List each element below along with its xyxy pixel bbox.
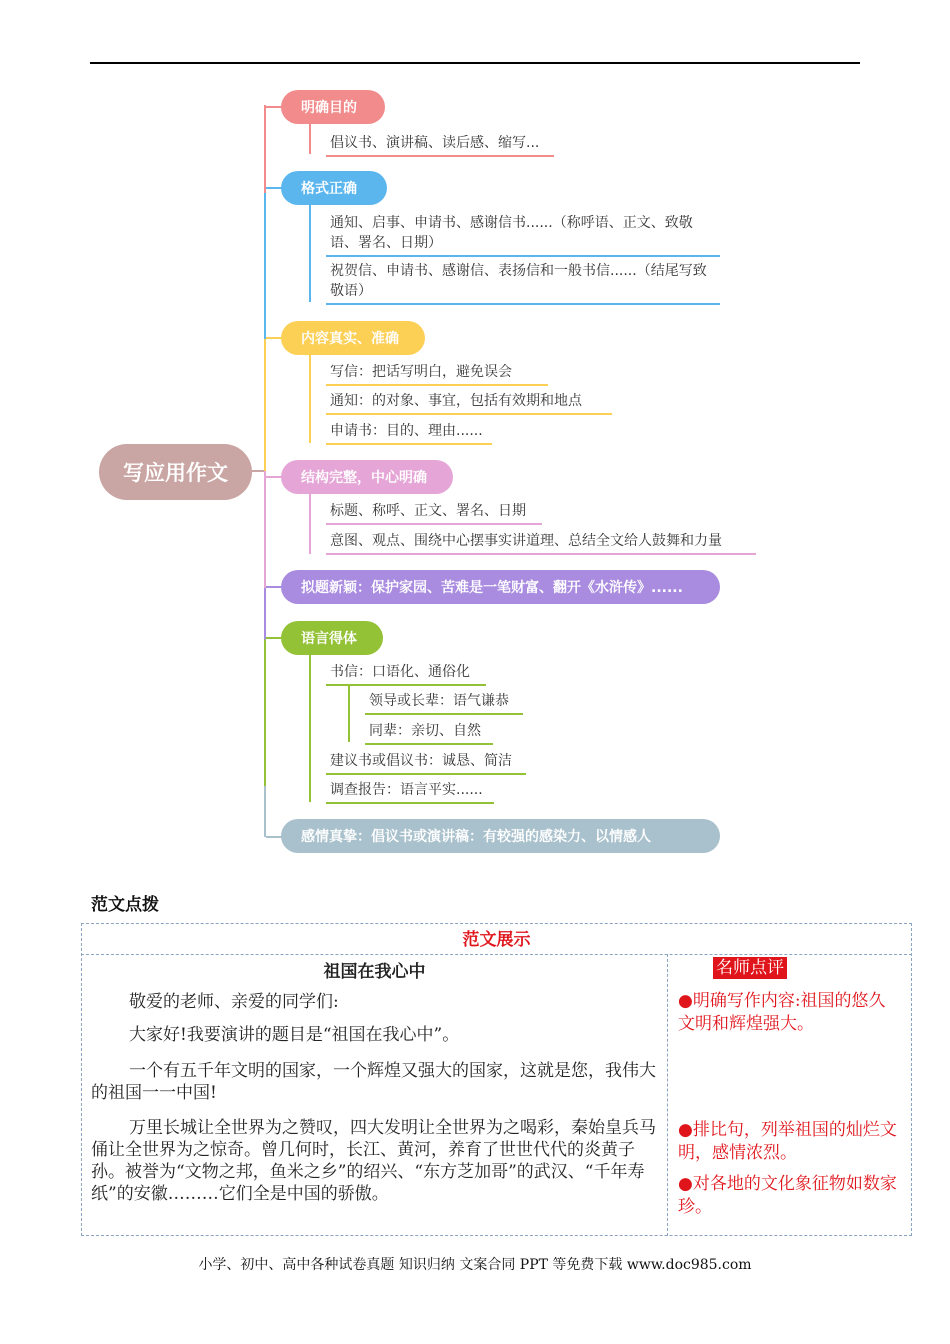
branch-title-fresh: 拟题新颖：保护家园、苦难是一笔财富、翻开《水浒传》...... bbox=[281, 570, 720, 604]
branch-line bbox=[309, 655, 311, 802]
branch-line bbox=[309, 124, 311, 154]
comment-item: ●排比句，列举祖国的灿烂文明，感情浓烈。 bbox=[678, 1120, 897, 1163]
section-title: 范文点拨 bbox=[91, 895, 159, 915]
leaf-text: 意图、观点、围绕中心摆事实讲道理、总结全文给人鼓舞和力量 bbox=[326, 531, 756, 555]
leaf-text: 通知：的对象、事宜，包括有效期和地点 bbox=[326, 391, 612, 415]
showcase-title: 范文展示 bbox=[462, 930, 531, 950]
comment-item: ●对各地的文化象征物如数家珍。 bbox=[678, 1174, 897, 1217]
mindmap-trunk bbox=[264, 105, 266, 837]
branch-line bbox=[348, 684, 350, 742]
branch-connector bbox=[266, 586, 282, 588]
branch-connector bbox=[266, 337, 282, 339]
branch-connector bbox=[266, 187, 282, 189]
leaf-text: 祝贺信、申请书、感谢信、表扬信和一般书信......（结尾写致敬语） bbox=[326, 261, 720, 305]
branch-connector bbox=[266, 106, 282, 108]
article-paragraph: 万里长城让全世界为之赞叹，四大发明让全世界为之喝彩，秦始皇兵马俑让全世界为之惊奇。曾几何时，长江、黄河，养育了世世代代的炎黄子孙。被誉为“文物之邦，鱼米之乡”的绍兴、“东方芝加哥”的武汉、“千年寿纸”的安徽………它们全是中国的骄傲。 bbox=[91, 1118, 656, 1204]
column-divider bbox=[667, 954, 668, 1236]
leaf-text: 标题、称呼、正文、署名、日期 bbox=[326, 501, 542, 525]
leaf-text: 写信：把话写明白，避免误会 bbox=[326, 362, 548, 386]
article-title: 祖国在我心中 bbox=[323, 962, 426, 982]
branch-line bbox=[309, 494, 311, 554]
mindmap-root: 写应用作文 bbox=[99, 444, 252, 500]
table-divider bbox=[81, 954, 912, 955]
branch-line bbox=[309, 205, 311, 302]
branch-format: 格式正确 bbox=[281, 171, 387, 205]
leaf-text: 通知、启事、申请书、感谢信书......（称呼语、正文、致敬语、署名、日期） bbox=[326, 213, 720, 257]
article-paragraph: 大家好!我要演讲的题目是“祖国在我心中”。 bbox=[129, 1025, 460, 1045]
article-paragraph: 敬爱的老师、亲爱的同学们: bbox=[129, 992, 339, 1012]
leaf-text: 领导或长辈：语气谦恭 bbox=[365, 691, 523, 715]
branch-content: 内容真实、准确 bbox=[281, 321, 425, 355]
branch-emotion: 感情真挚：倡议书或演讲稿：有较强的感染力、以情感人 bbox=[281, 819, 720, 853]
comment-header: 名师点评 bbox=[713, 957, 787, 979]
comment-item: ●明确写作内容:祖国的悠久文明和辉煌强大。 bbox=[678, 991, 886, 1034]
leaf-text: 调查报告：语言平实...... bbox=[326, 780, 494, 804]
footer-text: 小学、初中、高中各种试卷真题 知识归纳 文案合同 PPT 等免费下载 www.doc985.com bbox=[198, 1257, 752, 1273]
branch-language: 语言得体 bbox=[281, 621, 383, 655]
leaf-text: 建议书或倡议书：诚恳、简洁 bbox=[326, 751, 526, 775]
branch-purpose: 明确目的 bbox=[281, 90, 385, 124]
branch-connector bbox=[266, 637, 282, 639]
leaf-text: 书信：口语化、通俗化 bbox=[326, 662, 486, 686]
branch-structure: 结构完整，中心明确 bbox=[281, 460, 453, 494]
branch-connector bbox=[266, 476, 282, 478]
leaf-text: 申请书：目的、理由...... bbox=[326, 421, 492, 445]
top-rule bbox=[90, 62, 860, 64]
leaf-text: 同辈：亲切、自然 bbox=[365, 721, 493, 745]
article-paragraph: 一个有五千年文明的国家，一个辉煌又强大的国家，这就是您，我伟大的祖国一一中国! bbox=[91, 1061, 656, 1103]
branch-line bbox=[309, 355, 311, 443]
branch-connector bbox=[266, 836, 282, 838]
leaf-text: 倡议书、演讲稿、读后感、缩写... bbox=[326, 133, 554, 157]
